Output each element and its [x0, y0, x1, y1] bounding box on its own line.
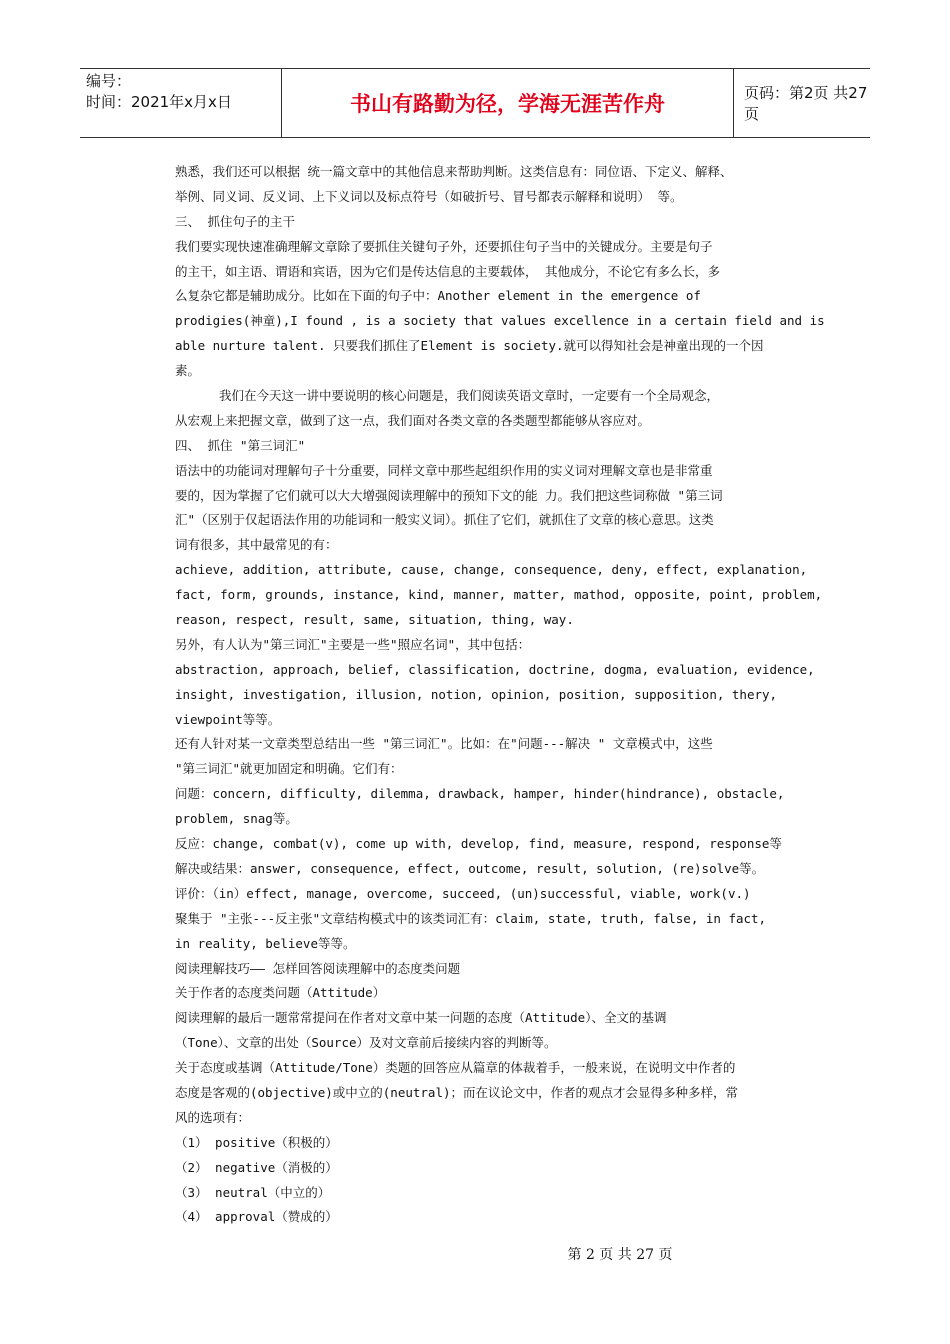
- body-line: 态度是客观的(objective)或中立的(neutral)；而在议论文中，作者的观点才会显得多种多样，常: [175, 1084, 739, 1100]
- header-meta: [80, 69, 282, 137]
- footer-page-number: 第 2 页 共 27 页: [567, 1247, 673, 1263]
- time-label: 时间：2021年x月x日: [86, 93, 232, 111]
- word-list-line: 问题：concern, difficulty, dilemma, drawback, hamper, hinder(hindrance), obstacle,: [175, 786, 785, 802]
- word-list-line: 聚集于 "主张---反主张"文章结构模式中的该类词汇有：claim, state, truth, false, in fact,: [175, 910, 767, 926]
- body-line: "第三词汇"就更加固定和明确。它们有：: [175, 761, 403, 777]
- body-line: 语法中的功能词对理解句子十分重要，同样文章中那些起组织作用的实义词对理解文章也是非常重: [175, 462, 713, 478]
- body-line: 还有人针对某一文章类型总结出一些 "第三词汇"。比如：在"问题---解决 " 文章模式中，这些: [175, 736, 713, 752]
- body-line: 从宏观上来把握文章，做到了这一点，我们面对各类文章的各类题型都能够从容应对。: [175, 412, 651, 428]
- header-motto: 书山有路勤为径，学海无涯苦作舟: [282, 69, 734, 137]
- word-list-line: reason, respect, result, same, situation, thing, way.: [175, 612, 574, 628]
- list-item: （3） neutral（中立的）: [175, 1184, 331, 1200]
- section-heading: 三、 抓住句子的主干: [175, 213, 296, 229]
- body-line: 么复杂它都是辅助成分。比如在下面的句子中：Another element in the emergence of: [175, 288, 701, 304]
- word-list-line: viewpoint等等。: [175, 711, 281, 727]
- word-list-line: 解决或结果：answer, consequence, effect, outcome, result, solution, (re)solve等。: [175, 860, 765, 876]
- page-header: [80, 68, 870, 138]
- word-list-line: achieve, addition, attribute, cause, change, consequence, deny, effect, explanation,: [175, 562, 808, 578]
- body-line: 举例、同义词、反义词、上下义词以及标点符号（如破折号、冒号都表示解释和说明） 等。: [175, 188, 683, 204]
- body-line: able nurture talent. 只要我们抓住了Element is society.就可以得知社会是神童出现的一个因: [175, 338, 764, 354]
- word-list-line: fact, form, grounds, instance, kind, manner, matter, mathod, opposite, point, problem,: [175, 587, 823, 603]
- body-line: 阅读理解的最后一题常常提问在作者对文章中某一问题的态度（Attitude）、全文的基调: [175, 1010, 667, 1026]
- body-line: 风的选项有：: [175, 1109, 251, 1125]
- list-item: （4） approval（赞成的）: [175, 1209, 338, 1225]
- body-line: 素。: [175, 363, 201, 379]
- list-item: （1） positive（积极的）: [175, 1134, 338, 1150]
- section-heading: 四、 抓住 "第三词汇": [175, 437, 306, 453]
- body-line: 另外，有人认为"第三词汇"主要是一些"照应名词"，其中包括：: [175, 636, 531, 652]
- body-line: 要的，因为掌握了它们就可以大大增强阅读理解中的预知下文的能 力。我们把这些词称做 "第三词: [175, 487, 723, 503]
- section-heading: 阅读理解技巧—— 怎样回答阅读理解中的态度类问题: [175, 960, 461, 976]
- list-item: （2） negative（消极的）: [175, 1159, 338, 1175]
- header-page-label: 页码：第2页 共27页: [744, 84, 868, 123]
- body-line: prodigies(神童),I found , is a society that values excellence in a certain field and is: [175, 313, 825, 329]
- word-list-line: 反应：change, combat(v), come up with, develop, find, measure, respond, response等: [175, 836, 782, 852]
- section-heading: 关于作者的态度类问题（Attitude）: [175, 985, 386, 1001]
- body-line: 词有很多，其中最常见的有：: [175, 537, 338, 553]
- body-line: （Tone）、文章的出处（Source）及对文章前后接续内容的判断等。: [175, 1035, 557, 1051]
- body-line: 汇"（区别于仅起语法作用的功能词和一般实义词）。抓住了它们，就抓住了文章的核心意思。这类: [175, 512, 714, 528]
- word-list-line: problem, snag等。: [175, 811, 298, 827]
- word-list-line: 评价：（in）effect, manage, overcome, succeed, (un)successful, viable, work(v.): [175, 885, 751, 901]
- word-list-line: insight, investigation, illusion, notion, opinion, position, supposition, thery,: [175, 686, 778, 702]
- document-body: [175, 160, 825, 1230]
- body-line: 我们要实现快速准确理解文章除了要抓住关键句子外，还要抓住句子当中的关键成分。主要是句子: [175, 238, 713, 254]
- number-label: 编号：: [86, 72, 132, 90]
- body-line: 关于态度或基调（Attitude/Tone）类题的回答应从篇章的体裁着手，一般来说，在说明文中作者的: [175, 1060, 736, 1076]
- word-list-line: abstraction, approach, belief, classification, doctrine, dogma, evaluation, evidence,: [175, 661, 815, 677]
- body-line: 的主干，如主语、谓语和宾语，因为它们是传达信息的主要载体， 其他成分，不论它有多么长，多: [175, 263, 721, 279]
- body-line: 我们在今天这一讲中要说明的核心问题是，我们阅读英语文章时，一定要有一个全局观念，: [219, 388, 720, 404]
- page-footer: [0, 1244, 950, 1264]
- body-line: 熟悉，我们还可以根据 统一篇文章中的其他信息来帮助判断。这类信息有：同位语、下定义、解释、: [175, 164, 733, 179]
- word-list-line: in reality, believe等等。: [175, 935, 356, 951]
